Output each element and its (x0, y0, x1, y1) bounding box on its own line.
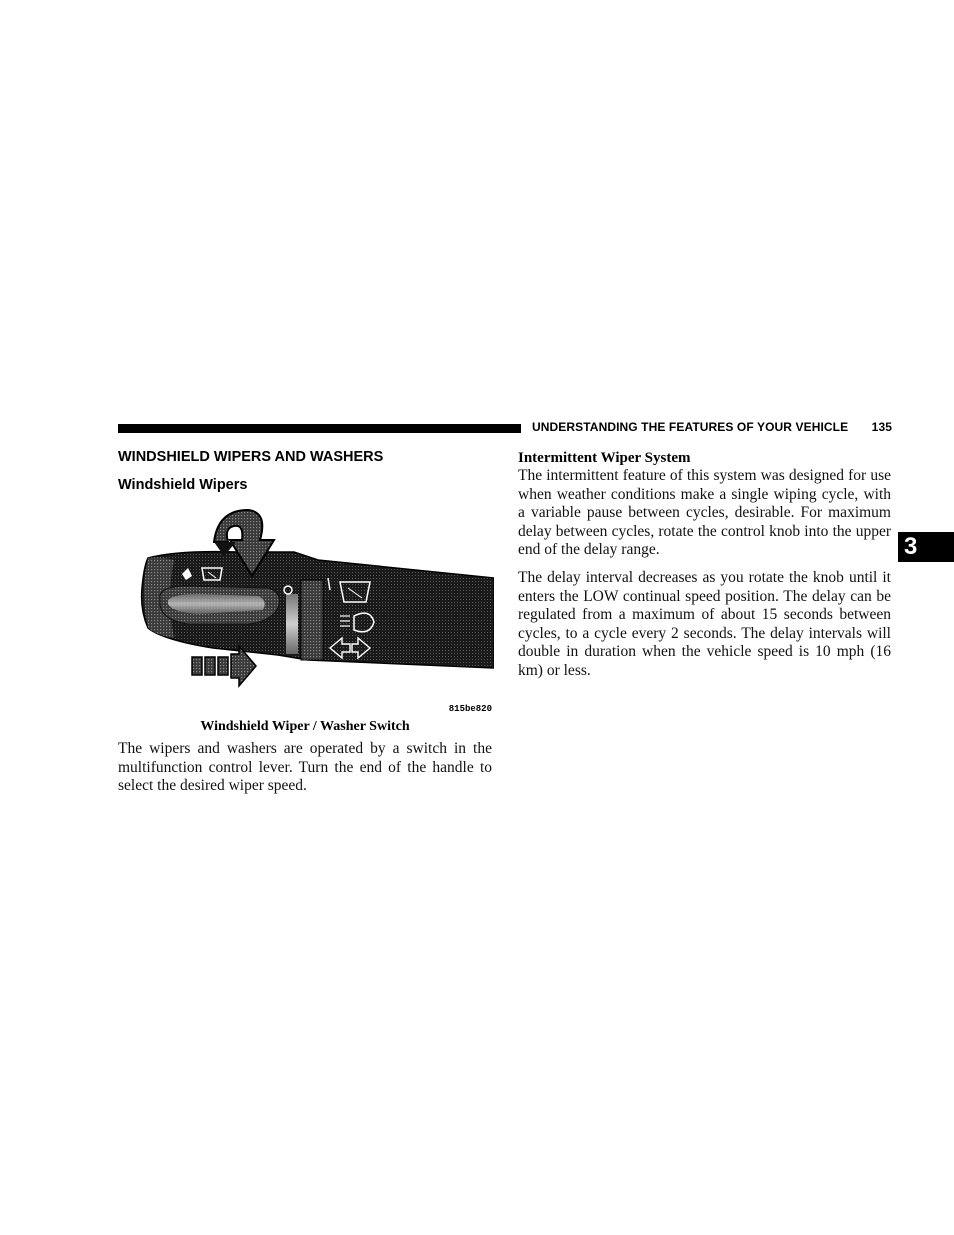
chapter-number: 3 (904, 533, 918, 560)
header-rule (118, 424, 521, 433)
right-column (518, 449, 891, 681)
running-title: UNDERSTANDING THE FEATURES OF YOUR VEHICLE (532, 420, 849, 434)
section-heading: WINDSHIELD WIPERS AND WASHERS (118, 449, 384, 465)
wipers-paragraph: The wipers and washers are operated by a switch in the multifunction control lever. Turn the end of the handle to select the desired wiper speed. (118, 740, 492, 795)
intermittent-heading: Intermittent Wiper System (518, 450, 691, 466)
wiper-switch-illustration (118, 500, 494, 716)
figure-caption: Windshield Wiper / Washer Switch (200, 719, 410, 734)
chapter-tab (898, 532, 954, 562)
figure-code: 815be820 (448, 704, 492, 714)
intermittent-paragraph-2: The delay interval decreases as you rotate the knob until it enters the LOW continual speed position. The delay can be regulated from a maximum of about 15 seconds between cycles, to a cycle every 2 seconds. The delay intervals will double in duration when the vehicle speed is 10 mph (16 km) or less. (518, 568, 891, 679)
running-header (532, 420, 892, 434)
intermittent-paragraph-1: The intermittent feature of this system was designed for use when weather conditions make a single wiping cycle, with a variable pause between cycles, desirable. For maximum delay between cycles, rotate the control knob into the upper end of the delay range. (518, 467, 891, 559)
page-number: 135 (871, 420, 892, 434)
sub-heading: Windshield Wipers (118, 477, 248, 493)
